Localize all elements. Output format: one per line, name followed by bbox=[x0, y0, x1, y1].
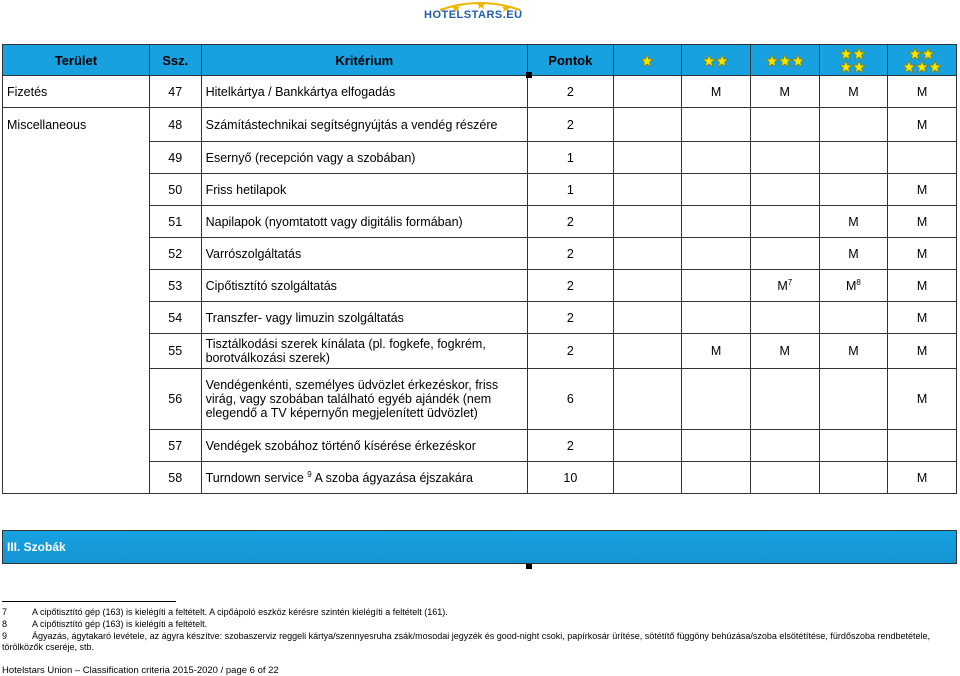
row-criterion: Tisztálkodási szerek kínálata (pl. fogkefe, fogkrém, borotválkozási szerek) bbox=[201, 334, 527, 369]
row-number: 50 bbox=[149, 174, 201, 206]
row-points: 2 bbox=[528, 238, 614, 270]
row-5-star: M bbox=[888, 76, 957, 108]
row-2-star bbox=[682, 206, 751, 238]
row-area bbox=[3, 302, 150, 334]
row-criterion: Számítástechnikai segítségnyújtás a vendég részére bbox=[201, 108, 527, 142]
header-2-star bbox=[682, 45, 751, 76]
table-row bbox=[3, 369, 957, 430]
row-3-star bbox=[750, 462, 819, 494]
header-1-star bbox=[613, 45, 682, 76]
row-1-star bbox=[613, 334, 682, 369]
row-points: 2 bbox=[528, 334, 614, 369]
footnote-7 bbox=[2, 607, 957, 618]
header-kriterium: Kritérium bbox=[201, 45, 527, 76]
row-number: 54 bbox=[149, 302, 201, 334]
row-number: 58 bbox=[149, 462, 201, 494]
row-2-star bbox=[682, 174, 751, 206]
row-2-star bbox=[682, 302, 751, 334]
row-number: 57 bbox=[149, 430, 201, 462]
row-3-star bbox=[750, 206, 819, 238]
row-area bbox=[3, 142, 150, 174]
row-area: Fizetés bbox=[3, 76, 150, 108]
hotelstars-logo bbox=[0, 0, 960, 28]
row-5-star: M bbox=[888, 108, 957, 142]
footnote-9 bbox=[2, 631, 957, 653]
row-criterion: Varrószolgáltatás bbox=[201, 238, 527, 270]
row-area bbox=[3, 462, 150, 494]
row-2-star bbox=[682, 108, 751, 142]
row-number: 52 bbox=[149, 238, 201, 270]
footnote-number: 8 bbox=[2, 619, 8, 629]
row-area bbox=[3, 430, 150, 462]
two-stars-icon bbox=[703, 55, 729, 67]
row-3-star bbox=[750, 238, 819, 270]
row-number: 56 bbox=[149, 369, 201, 430]
footnote-8 bbox=[2, 619, 957, 630]
row-criterion: Esernyő (recepción vagy a szobában) bbox=[201, 142, 527, 174]
row-criterion: Vendégenkénti, személyes üdvözlet érkezéskor, friss virág, vagy szobában található egyéb ajándék (nem elegendő a TV képernyőn megjelenített üdvözlet) bbox=[201, 369, 527, 430]
row-1-star bbox=[613, 238, 682, 270]
header-terulet: Terület bbox=[3, 45, 150, 76]
row-5-star: M bbox=[888, 369, 957, 430]
row-4-star: M bbox=[819, 206, 888, 238]
table-row bbox=[3, 76, 957, 108]
row-points: 1 bbox=[528, 174, 614, 206]
footnote-text: A cipőtisztító gép (163) is kielégíti a feltételt. A cipőápoló eszköz kérésre szintén kielégíti a feltételt (161). bbox=[32, 607, 448, 617]
row-4-star: M bbox=[819, 76, 888, 108]
row-4-star bbox=[819, 462, 888, 494]
row-4-star bbox=[819, 108, 888, 142]
footnote-number: 7 bbox=[2, 607, 8, 617]
row-1-star bbox=[613, 369, 682, 430]
header-5-star bbox=[888, 45, 957, 76]
row-points: 1 bbox=[528, 142, 614, 174]
five-stars-icon bbox=[903, 48, 941, 73]
footnote-text: Ágyazás, ágytakaró levétele, az ágyra készítve: szobaszerviz reggeli kártya/szennyesruha zsák/mosodai jegyzék és good-night csoki, papírkosár ürítése, sötétítő függöny behúzása/szoba elsötétítése, fürdőszoba rendbetétele, törölközők cseréje, stb. bbox=[2, 631, 931, 652]
row-3-star bbox=[750, 369, 819, 430]
row-5-star: M bbox=[888, 270, 957, 302]
row-1-star bbox=[613, 462, 682, 494]
row-criterion: Turndown service bbox=[205, 471, 304, 486]
logo-text: HOTELSTARS.EU bbox=[424, 9, 523, 21]
row-area bbox=[3, 270, 150, 302]
row-number: 55 bbox=[149, 334, 201, 369]
row-points: 2 bbox=[528, 302, 614, 334]
star-icon bbox=[641, 55, 653, 67]
table-header-row bbox=[3, 45, 957, 76]
footnote-number: 9 bbox=[2, 631, 8, 641]
row-area bbox=[3, 206, 150, 238]
row-3-star bbox=[750, 302, 819, 334]
header-3-star bbox=[750, 45, 819, 76]
row-3-star bbox=[750, 430, 819, 462]
row-area bbox=[3, 238, 150, 270]
footnote-rule bbox=[2, 601, 176, 602]
row-2-star bbox=[682, 270, 751, 302]
row-number: 51 bbox=[149, 206, 201, 238]
row-1-star bbox=[613, 142, 682, 174]
row-points: 2 bbox=[528, 270, 614, 302]
header-pontok: Pontok bbox=[528, 45, 614, 76]
header-4-star bbox=[819, 45, 888, 76]
row-points: 2 bbox=[528, 430, 614, 462]
row-1-star bbox=[613, 108, 682, 142]
row-area bbox=[3, 174, 150, 206]
row-2-star bbox=[682, 430, 751, 462]
row-5-star bbox=[888, 430, 957, 462]
row-4-star: M bbox=[819, 334, 888, 369]
row-5-star: M bbox=[888, 302, 957, 334]
row-5-star: M bbox=[888, 334, 957, 369]
row-criterion: Hitelkártya / Bankkártya elfogadás bbox=[201, 76, 527, 108]
row-2-star bbox=[682, 462, 751, 494]
row-3-star bbox=[750, 108, 819, 142]
row-criterion-cont: A szoba ágyazása éjszakára bbox=[311, 471, 473, 486]
row-criterion: Napilapok (nyomtatott vagy digitális formában) bbox=[201, 206, 527, 238]
criteria-table bbox=[2, 44, 957, 494]
table-row bbox=[3, 206, 957, 238]
row-3-star: M bbox=[750, 334, 819, 369]
page-footer: Hotelstars Union – Classification criteria 2015-2020 / page 6 of 22 bbox=[2, 665, 279, 676]
row-2-star bbox=[682, 238, 751, 270]
row-criterion: Friss hetilapok bbox=[201, 174, 527, 206]
row-1-star bbox=[613, 302, 682, 334]
table-row bbox=[3, 174, 957, 206]
table-row bbox=[3, 270, 957, 302]
table-row bbox=[3, 334, 957, 369]
row-criterion: Cipőtisztító szolgáltatás bbox=[201, 270, 527, 302]
row-area bbox=[3, 334, 150, 369]
four-stars-icon bbox=[840, 48, 866, 73]
table-row bbox=[3, 302, 957, 334]
row-1-star bbox=[613, 206, 682, 238]
row-5-star bbox=[888, 142, 957, 174]
table-row bbox=[3, 108, 957, 142]
row-1-star bbox=[613, 174, 682, 206]
row-5-star: M bbox=[888, 238, 957, 270]
row-1-star bbox=[613, 76, 682, 108]
row-1-star bbox=[613, 270, 682, 302]
row-4-star bbox=[819, 302, 888, 334]
page-marker-bottom bbox=[526, 564, 532, 569]
row-points: 2 bbox=[528, 108, 614, 142]
row-points: 2 bbox=[528, 206, 614, 238]
row-number: 47 bbox=[149, 76, 201, 108]
row-criterion: Transzfer- vagy limuzin szolgáltatás bbox=[201, 302, 527, 334]
row-4-star bbox=[819, 369, 888, 430]
row-points: 2 bbox=[528, 76, 614, 108]
row-3-star: M bbox=[777, 279, 788, 294]
row-5-star: M bbox=[888, 174, 957, 206]
row-number: 49 bbox=[149, 142, 201, 174]
row-3-star bbox=[750, 142, 819, 174]
row-4-star: M bbox=[845, 279, 857, 294]
row-4-star bbox=[819, 174, 888, 206]
row-2-star: M bbox=[682, 334, 751, 369]
page-marker-top bbox=[526, 72, 532, 78]
row-area bbox=[3, 369, 150, 430]
row-criterion: Vendégek szobához történő kísérése érkezéskor bbox=[201, 430, 527, 462]
row-4-star: M bbox=[819, 238, 888, 270]
section-header bbox=[2, 530, 957, 564]
row-2-star: M bbox=[682, 76, 751, 108]
row-4-star-cell bbox=[819, 270, 888, 302]
three-stars-icon bbox=[766, 55, 804, 67]
row-5-star: M bbox=[888, 206, 957, 238]
row-criterion-cell bbox=[201, 462, 527, 494]
table-row bbox=[3, 238, 957, 270]
row-2-star bbox=[682, 142, 751, 174]
footnote-ref-9: 9 bbox=[307, 469, 312, 479]
row-3-star bbox=[750, 174, 819, 206]
footnote-text: A cipőtisztító gép (163) is kielégíti a feltételt. bbox=[32, 619, 208, 629]
row-area: Miscellaneous bbox=[3, 108, 150, 142]
row-3-star-cell bbox=[750, 270, 819, 302]
row-2-star bbox=[682, 369, 751, 430]
row-4-star bbox=[819, 430, 888, 462]
section-title: III. Szobák bbox=[7, 540, 66, 554]
row-points: 10 bbox=[528, 462, 614, 494]
table-row bbox=[3, 142, 957, 174]
row-1-star bbox=[613, 430, 682, 462]
row-4-star bbox=[819, 142, 888, 174]
row-number: 53 bbox=[149, 270, 201, 302]
footnote-ref-7: 7 bbox=[787, 277, 793, 287]
footnote-ref-8: 8 bbox=[856, 277, 861, 287]
row-5-star: M bbox=[888, 462, 957, 494]
row-number: 48 bbox=[149, 108, 201, 142]
table-row bbox=[3, 430, 957, 462]
header-ssz: Ssz. bbox=[149, 45, 201, 76]
row-3-star: M bbox=[750, 76, 819, 108]
table-row bbox=[3, 462, 957, 494]
row-points: 6 bbox=[528, 369, 614, 430]
